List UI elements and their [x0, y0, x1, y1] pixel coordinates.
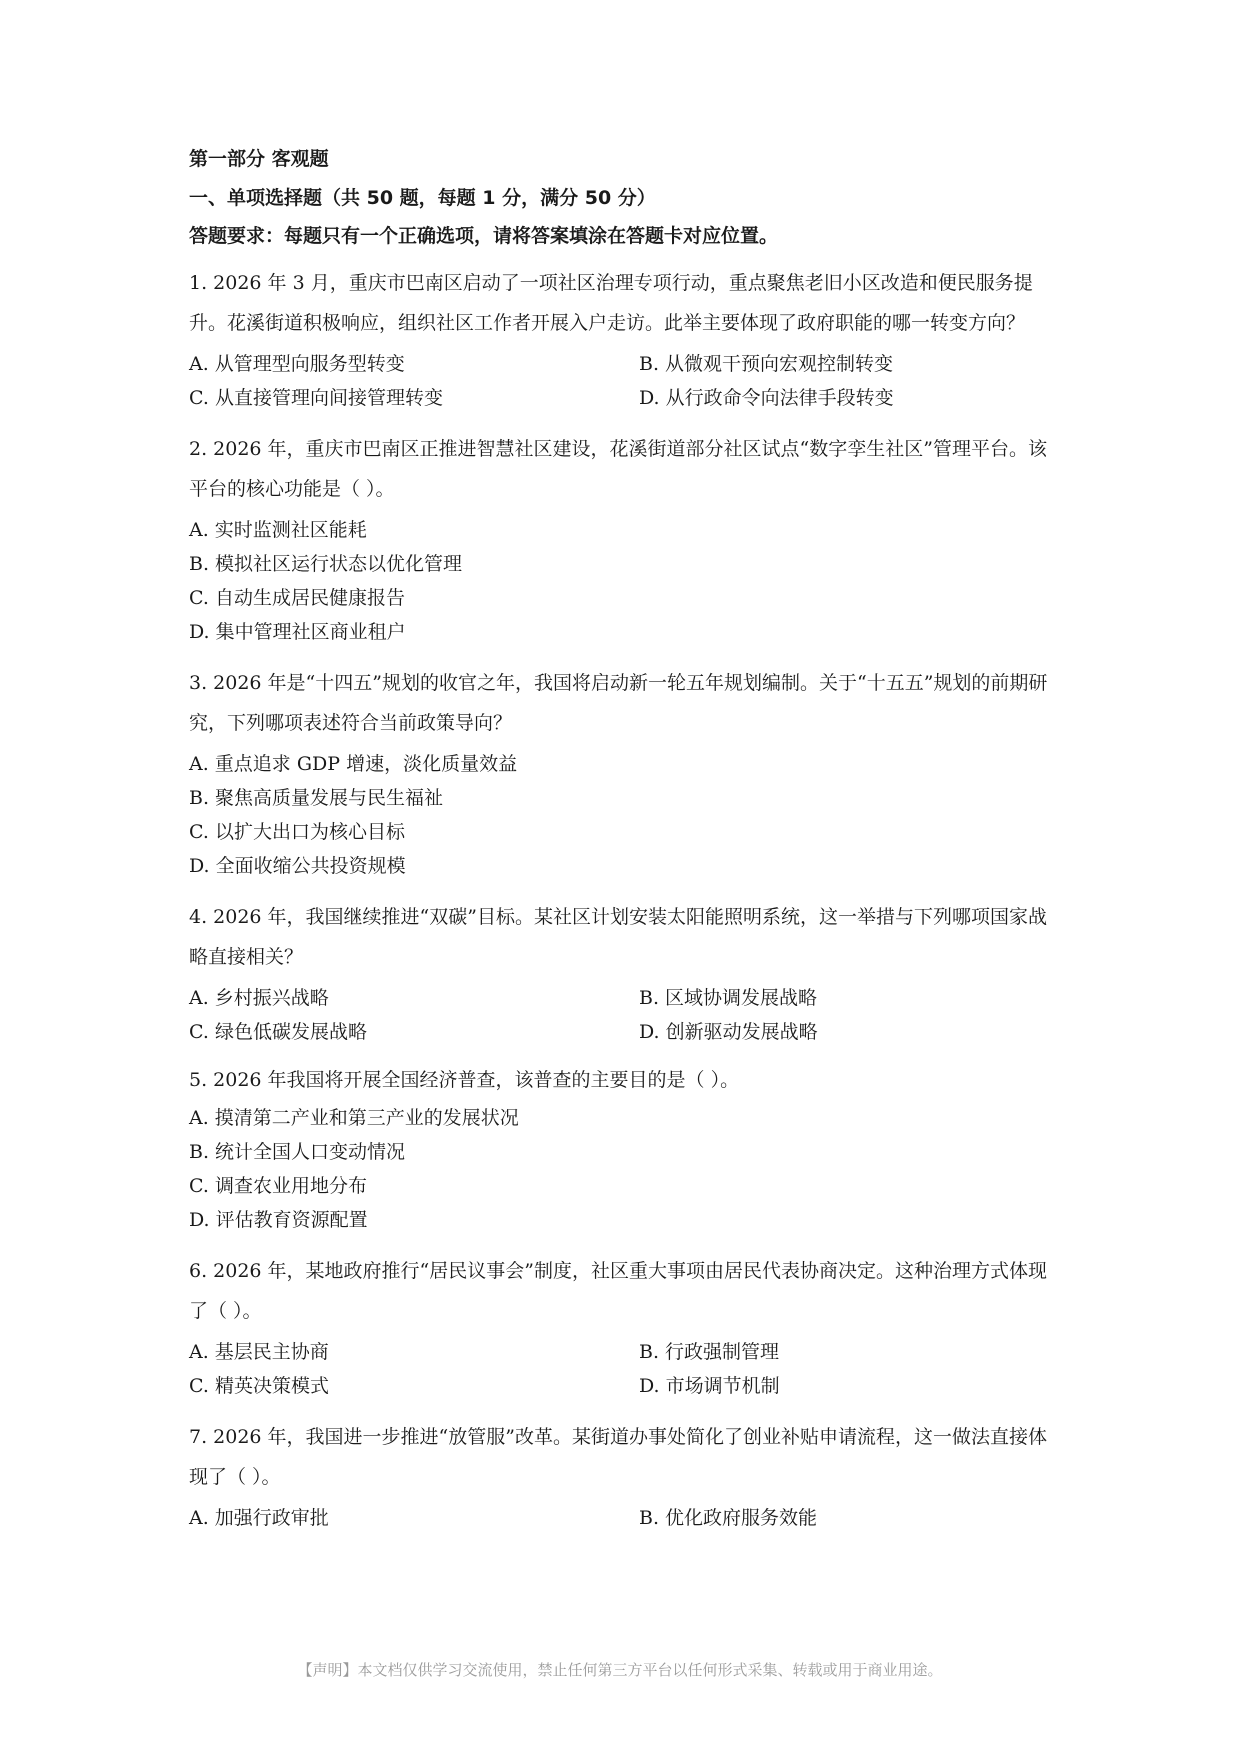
option-b: B. 优化政府服务效能: [639, 1507, 818, 1529]
option-d: D. 市场调节机制: [639, 1375, 780, 1397]
question-options: [189, 747, 1059, 883]
question-options: [189, 1101, 1059, 1237]
question-stem: 5. 2026 年我国将开展全国经济普查，该普查的主要目的是（ ）。: [189, 1069, 740, 1091]
option-a: A. 实时监测社区能耗: [189, 519, 367, 541]
question-options: [189, 347, 1059, 415]
question-options: [189, 1335, 1059, 1403]
question-4: [189, 897, 1059, 1049]
option-c: C. 自动生成居民健康报告: [189, 587, 405, 609]
option-d: D. 创新驱动发展战略: [639, 1021, 818, 1043]
section-title: 一、单项选择题（共 50 题，每题 1 分，满分 50 分）: [189, 187, 656, 209]
question-2: [189, 429, 1059, 649]
option-d: D. 集中管理社区商业租户: [189, 621, 406, 643]
option-a: A. 摸清第二产业和第三产业的发展状况: [189, 1107, 519, 1129]
question-7: [189, 1417, 1059, 1535]
question-stem: 7. 2026 年，我国进一步推进“放管服”改革。某街道办事处简化了创业补贴申请流程，这一做法直接体现了（ ）。: [189, 1426, 1047, 1488]
question-options: [189, 981, 1059, 1049]
question-6: [189, 1251, 1059, 1403]
option-c: C. 从直接管理向间接管理转变: [189, 387, 443, 409]
option-b: B. 区域协调发展战略: [639, 987, 818, 1009]
option-b: B. 聚焦高质量发展与民生福祉: [189, 787, 444, 809]
option-b: B. 行政强制管理: [639, 1341, 780, 1363]
option-a: A. 从管理型向服务型转变: [189, 353, 405, 375]
exam-content: [189, 146, 1059, 1535]
option-c: C. 调查农业用地分布: [189, 1175, 367, 1197]
question-stem: 4. 2026 年，我国继续推进“双碳”目标。某社区计划安装太阳能照明系统，这一举措与下列哪项国家战略直接相关？: [189, 906, 1047, 968]
option-a: A. 重点追求 GDP 增速，淡化质量效益: [189, 753, 518, 775]
question-1: [189, 263, 1059, 415]
question-stem: 6. 2026 年，某地政府推行“居民议事会”制度，社区重大事项由居民代表协商决定。这种治理方式体现了（ ）。: [189, 1260, 1047, 1322]
option-c: C. 精英决策模式: [189, 1375, 329, 1397]
option-d: D. 评估教育资源配置: [189, 1209, 368, 1231]
option-c: C. 以扩大出口为核心目标: [189, 821, 405, 843]
question-options: [189, 513, 1059, 649]
option-a: A. 基层民主协商: [189, 1341, 329, 1363]
option-b: B. 统计全国人口变动情况: [189, 1141, 406, 1163]
option-d: D. 全面收缩公共投资规模: [189, 855, 406, 877]
option-b: B. 从微观干预向宏观控制转变: [639, 353, 894, 375]
disclaimer-footer: 【声明】本文档仅供学习交流使用，禁止任何第三方平台以任何形式采集、转载或用于商业用途。: [297, 1661, 943, 1679]
part-title: 第一部分 客观题: [189, 148, 329, 170]
option-b: B. 模拟社区运行状态以优化管理: [189, 553, 463, 575]
question-5: [189, 1063, 1059, 1237]
question-3: [189, 663, 1059, 883]
option-a: A. 加强行政审批: [189, 1507, 329, 1529]
question-stem: 2. 2026 年，重庆市巴南区正推进智慧社区建设，花溪街道部分社区试点“数字孪生社区”管理平台。该平台的核心功能是（ ）。: [189, 438, 1047, 500]
option-c: C. 绿色低碳发展战略: [189, 1021, 367, 1043]
question-stem: 3. 2026 年是“十四五”规划的收官之年，我国将启动新一轮五年规划编制。关于“十五五”规划的前期研究，下列哪项表述符合当前政策导向？: [189, 672, 1048, 734]
option-d: D. 从行政命令向法律手段转变: [639, 387, 894, 409]
option-a: A. 乡村振兴战略: [189, 987, 329, 1009]
answer-instructions: 答题要求：每题只有一个正确选项，请将答案填涂在答题卡对应位置。: [189, 225, 779, 247]
question-options: [189, 1501, 1059, 1535]
question-stem: 1. 2026 年 3 月，重庆市巴南区启动了一项社区治理专项行动，重点聚焦老旧小区改造和便民服务提升。花溪街道积极响应，组织社区工作者开展入户走访。此举主要体现了政府职能的哪一转变方向？: [189, 272, 1033, 334]
